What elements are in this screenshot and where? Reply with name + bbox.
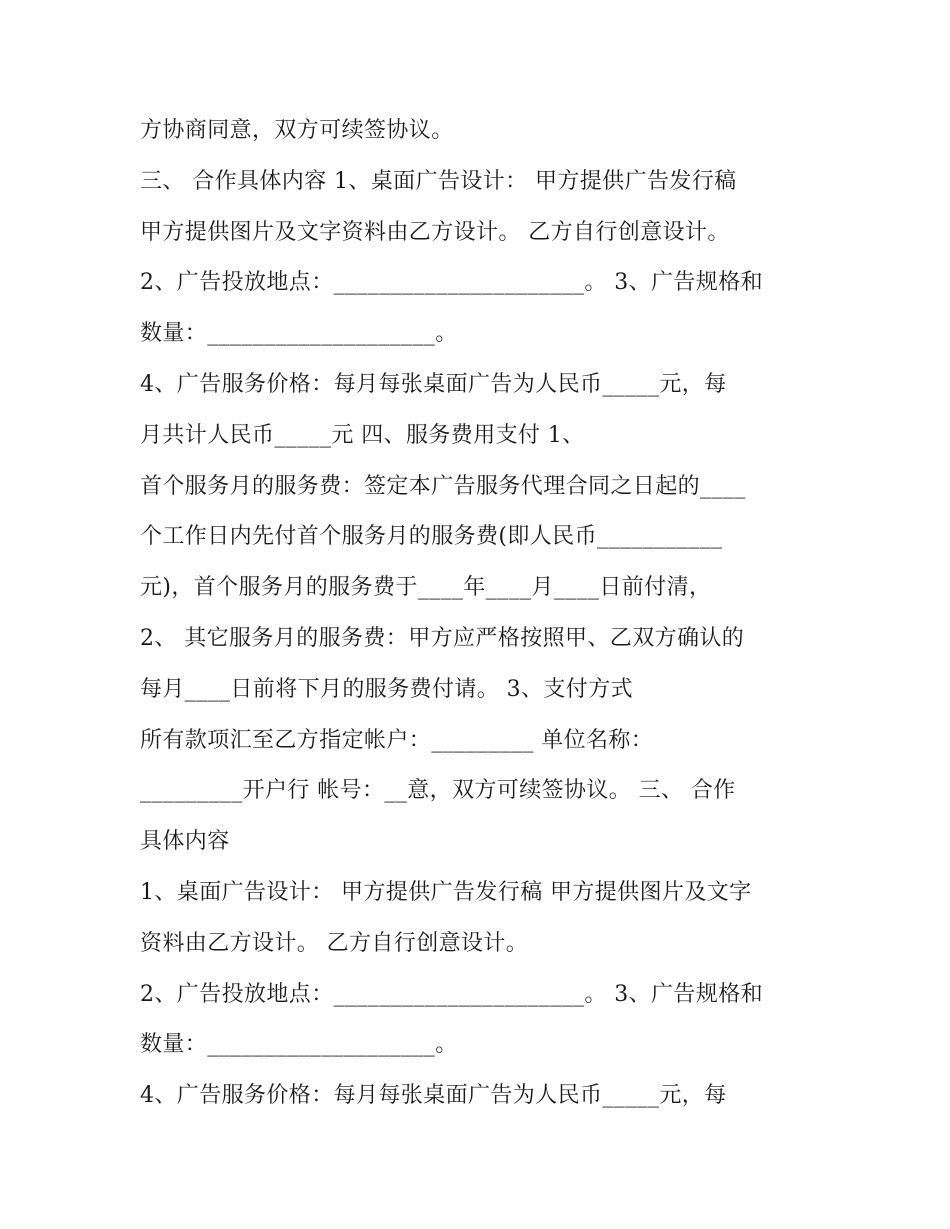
text-line: 1、桌面广告设计： 甲方提供广告发行稿 甲方提供图片及文字 bbox=[140, 879, 752, 905]
text-line: 元)，首个服务月的服务费于____年____月____日前付清， bbox=[140, 575, 712, 601]
text-line: 方协商同意，双方可续签协议。 bbox=[140, 118, 454, 143]
text-line: 4、广告服务价格：每月每张桌面广告为人民币_____元，每 bbox=[140, 1083, 727, 1109]
text-line: 个工作日内先付首个服务月的服务费(即人民币___________ bbox=[140, 524, 723, 550]
text-line: 月共计人民币_____元 四、服务费用支付 1、 bbox=[140, 422, 585, 448]
text-line: 2、广告投放地点：______________________。 3、广告规格和 bbox=[140, 981, 763, 1007]
text-line: 三、 合作具体内容 1、桌面广告设计： 甲方提供广告发行稿 bbox=[140, 168, 737, 194]
text-line: 4、广告服务价格：每月每张桌面广告为人民币_____元，每 bbox=[140, 371, 727, 397]
document-body bbox=[140, 106, 820, 1122]
text-line: 甲方提供图片及文字资料由乙方设计。 乙方自行创意设计。 bbox=[140, 219, 730, 245]
text-line: 数量：____________________。 bbox=[140, 1032, 458, 1058]
text-line: 首个服务月的服务费：签定本广告服务代理合同之日起的____ bbox=[140, 473, 746, 499]
text-line: 数量：____________________。 bbox=[140, 321, 458, 347]
text-line: 资料由乙方设计。 乙方自行创意设计。 bbox=[140, 930, 529, 956]
text-line: 具体内容 bbox=[140, 829, 230, 855]
text-line: 2、 其它服务月的服务费：甲方应严格按照甲、乙双方确认的 bbox=[140, 625, 745, 651]
text-line: 所有款项汇至乙方指定帐户：_________ 单位名称： bbox=[140, 727, 654, 753]
text-line: 每月____日前将下月的服务费付请。 3、支付方式 bbox=[140, 676, 633, 702]
text-line: _________开户行 帐号：__意，双方可续签协议。 三、 合作 bbox=[140, 778, 736, 804]
text-line: 2、广告投放地点：______________________。 3、广告规格和 bbox=[140, 270, 763, 296]
